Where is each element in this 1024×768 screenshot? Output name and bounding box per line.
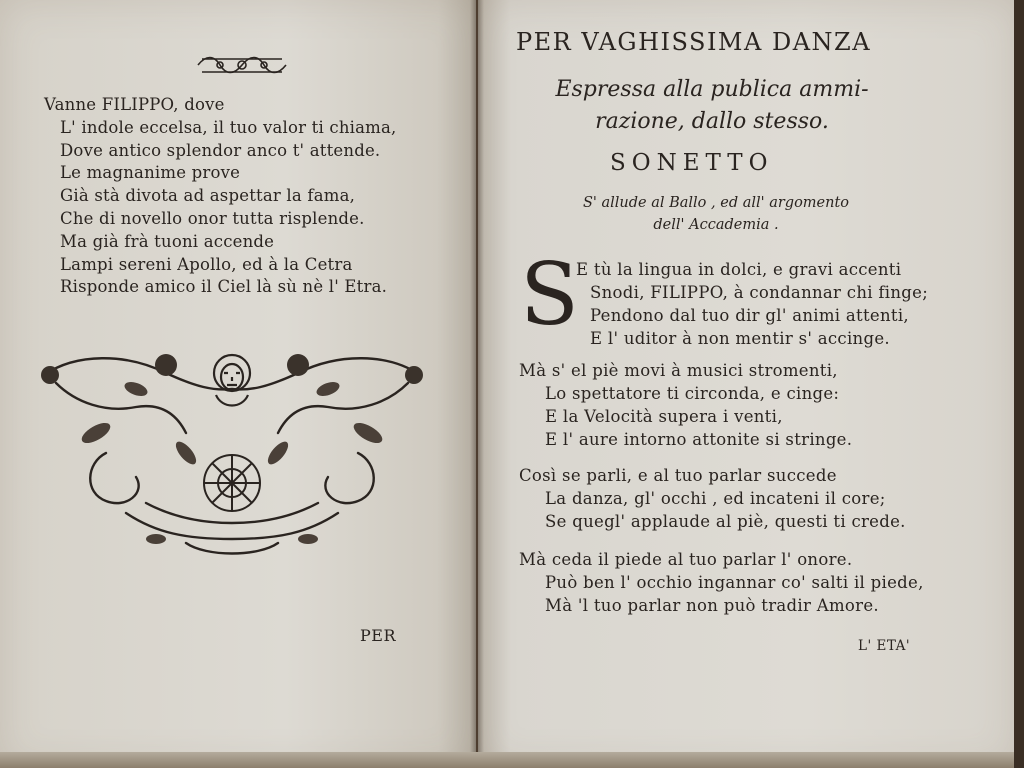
page-title: PER VAGHISSIMA DANZA — [516, 28, 872, 56]
floral-tailpiece-icon — [36, 343, 428, 563]
verse-line: Già stà divota ad aspettar la fama, — [60, 186, 356, 206]
verse-line: Se quegl' applaude al piè, questi ti crede. — [545, 512, 906, 531]
verse-line: Lampi sereni Apollo, ed à la Cetra — [60, 254, 353, 274]
verse-line: E l' aure intorno attonite si stringe. — [545, 430, 853, 449]
subtitle — [552, 74, 872, 138]
verse-line: Pendono dal tuo dir gl' animi attenti, — [590, 306, 909, 325]
catchword: L' ETA' — [858, 638, 911, 654]
verse-line: E la Velocità supera i venti, — [545, 407, 783, 426]
stanza-1 — [576, 258, 928, 350]
verse-line: Che di novello onor tutta risplende. — [60, 208, 365, 228]
verse-line: Può ben l' occhio ingannar co' salti il piede, — [545, 573, 924, 592]
note-line: S' allude al Ballo , ed all' argomento — [582, 195, 850, 211]
catchword: PER — [360, 626, 396, 645]
verse-line: E tù la lingua in dolci, e gravi accenti — [576, 260, 902, 279]
drop-cap: S — [520, 245, 579, 345]
note-line: dell' Accademia . — [653, 217, 779, 233]
verse-line: La danza, gl' occhi , ed incateni il core; — [545, 489, 886, 508]
verse-line: Snodi, FILIPPO, à condannar chi finge; — [590, 283, 929, 302]
stanza-4 — [519, 548, 924, 617]
stanza-3 — [519, 464, 906, 533]
verse-line: Mà s' el piè movi à musici stromenti, — [519, 361, 838, 380]
verse-line: Lo spettatore ti circonda, e cinge: — [545, 384, 840, 403]
verse-line: L' indole eccelsa, il tuo valor ti chiama, — [60, 117, 397, 137]
verse-line: Le magnanime prove — [60, 163, 241, 183]
stanza-2 — [519, 359, 852, 451]
table-background — [1014, 0, 1024, 768]
verse-line: E l' uditor à non mentir s' accinge. — [590, 329, 890, 348]
verse-line: Vanne FILIPPO, dove — [44, 95, 225, 114]
verse-line: Mà ceda il piede al tuo parlar l' onore. — [519, 550, 853, 569]
headpiece-ornament-icon — [196, 53, 288, 77]
subtitle-line: razione, dallo stesso. — [595, 109, 829, 134]
section-heading: SONETTO — [610, 150, 774, 176]
verse-line: Dove antico splendor anco t' attende. — [60, 140, 381, 160]
sonnet-note — [556, 192, 876, 236]
verse-line: Così se parli, e al tuo parlar succede — [519, 466, 837, 485]
verse-line: Ma già frà tuoni accende — [60, 231, 275, 251]
book-gutter — [470, 0, 484, 768]
verse-line: Risponde amico il Ciel là sù nè l' Etra. — [60, 277, 388, 297]
left-verse — [44, 94, 397, 299]
book-bottom-edge — [0, 752, 1024, 768]
verse-line: Mà 'l tuo parlar non può tradir Amore. — [545, 596, 879, 615]
subtitle-line: Espressa alla publica ammi- — [555, 77, 869, 102]
